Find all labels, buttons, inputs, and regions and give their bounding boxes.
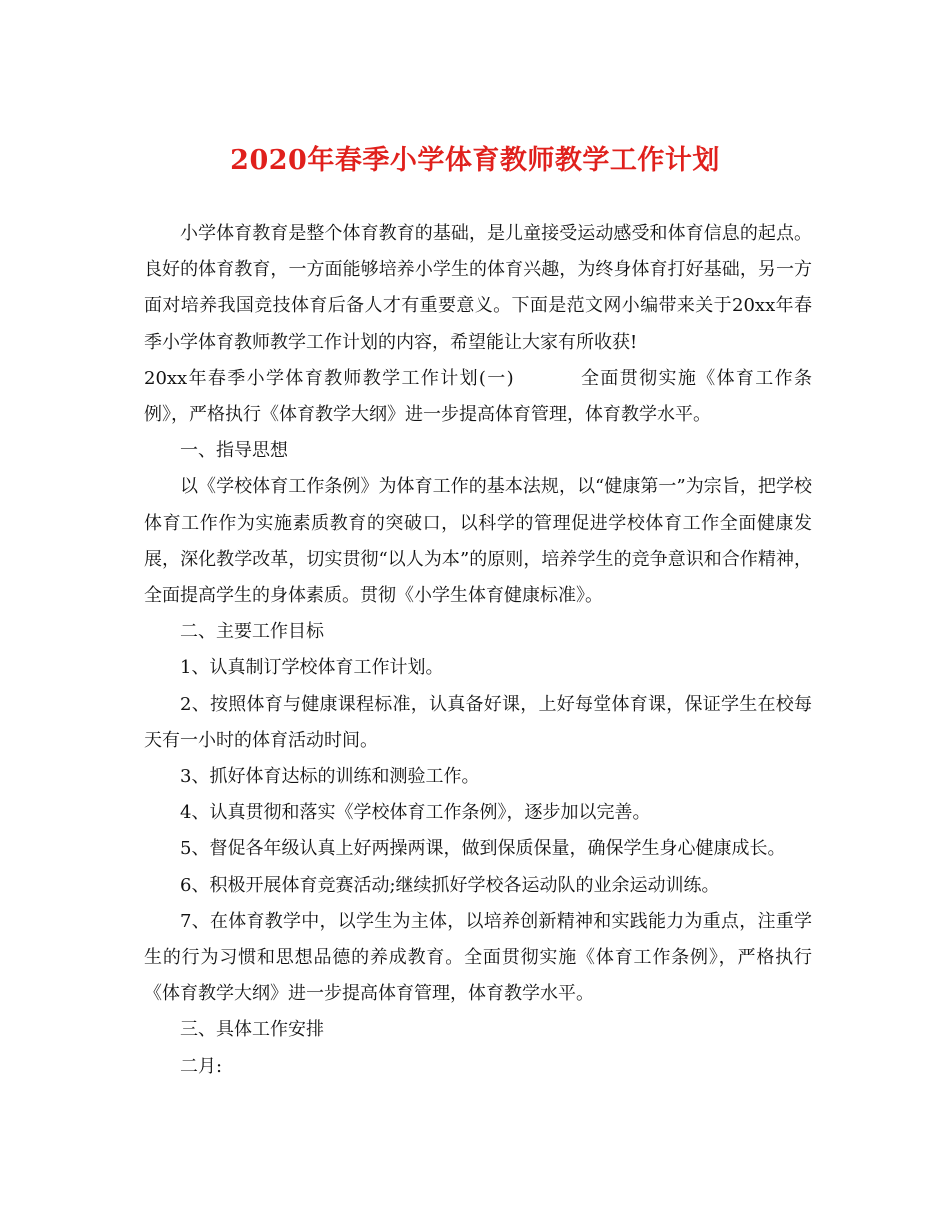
- document-title: 2020年春季小学体育教师教学工作计划: [230, 145, 720, 176]
- section-heading-work-arrangement: 三、具体工作安排: [180, 1019, 324, 1041]
- guiding-thought-paragraph: 以《学校体育工作条例》为体育工作的基本法规，以“健康第一”为宗旨，把学校体育工作作为实施素质教育的突破口，以科学的管理促进学校体育工作全面健康发展，深化教学改革，切实贯彻“以人为本”的原则，培养学生的竞争意识和合作精神，全面提高学生的身体素质。贯彻《小学生体育健康标准》。: [144, 476, 812, 607]
- plan-lead: 全面贯彻实施《体育工作条例》，严格执行《体育教学大纲》进一步提高体育管理，体育教学水平。: [144, 367, 812, 426]
- section-heading-guiding-thought: 一、指导思想: [180, 440, 288, 462]
- goal-item: 6、积极开展体育竞赛活动;继续抓好学校各运动队的业余运动训练。: [180, 874, 720, 896]
- plan-heading: 20xx年春季小学体育教师教学工作计划(一): [144, 367, 514, 389]
- goal-item: 4、认真贯彻和落实《学校体育工作条例》，逐步加以完善。: [180, 802, 651, 824]
- document-body: [144, 216, 812, 1085]
- goal-item: 7、在体育教学中，以学生为主体，以培养创新精神和实践能力为重点，注重学生的行为习惯和思想品德的养成教育。全面贯彻实施《体育工作条例》，严格执行《体育教学大纲》进一步提高体育管理，体育教学水平。: [144, 910, 812, 1005]
- goal-item: 3、抓好体育达标的训练和测验工作。: [180, 766, 480, 788]
- intro-paragraph: 小学体育教育是整个体育教育的基础，是儿童接受运动感受和体育信息的起点。良好的体育教育，一方面能够培养小学生的体育兴趣，为终身体育打好基础，另一方面对培养我国竞技体育后备人才有重要意义。下面是范文网小编带来关于20xx年春季小学体育教师教学工作计划的内容，希望能让大家有所收获!: [144, 223, 812, 353]
- goal-item: 2、按照体育与健康课程标准，认真备好课，上好每堂体育课，保证学生在校每天有一小时的体育活动时间。: [144, 693, 812, 751]
- goal-item: 1、认真制订学校体育工作计划。: [180, 657, 444, 679]
- plan-heading-paragraph: [144, 361, 812, 433]
- goal-item: 5、督促各年级认真上好两操两课，做到保质保量，确保学生身心健康成长。: [180, 838, 786, 860]
- month-label: 二月:: [180, 1055, 223, 1077]
- section-heading-main-goals: 二、主要工作目标: [180, 621, 324, 643]
